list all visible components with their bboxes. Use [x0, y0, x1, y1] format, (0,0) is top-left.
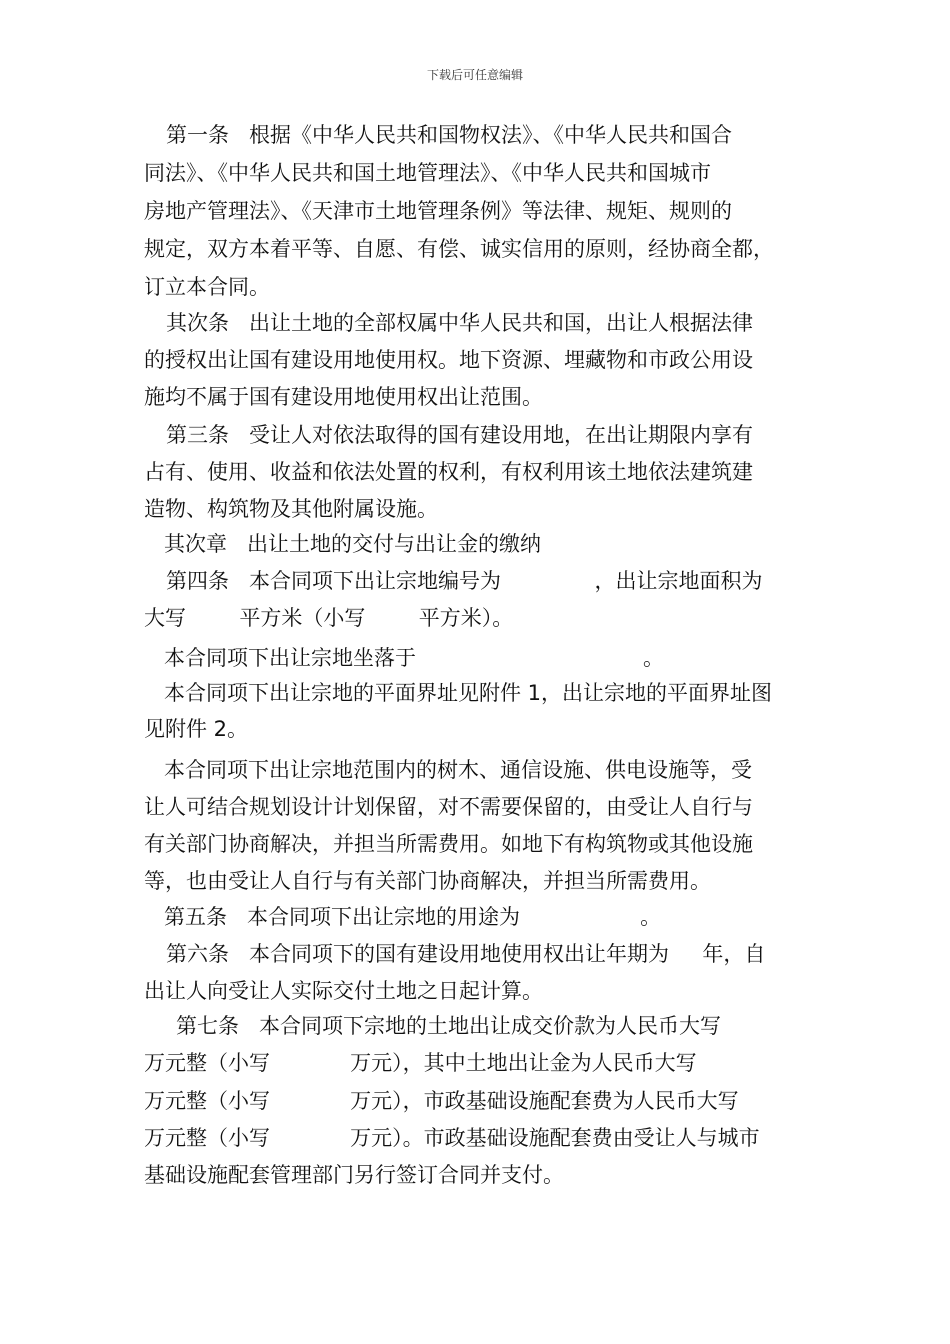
text-line: 第五条 本合同项下出让宗地的用途为 。: [164, 905, 662, 929]
text-line: 施均不属于国有建设用地使用权出让范围。: [144, 385, 543, 409]
text-line: 规定，双方本着平等、自愿、有偿、诚实信用的原则，经协商全都，: [144, 237, 774, 261]
text-line: 第六条 本合同项下的国有建设用地使用权出让年期为 年，自: [166, 942, 766, 966]
text-line: 出让人向受让人实际交付土地之日起计算。: [144, 979, 543, 1003]
text-line: 占有、使用、收益和依法处置的权利，有权利用该土地依法建筑建: [144, 460, 753, 484]
text-line: 本合同项下出让宗地范围内的树木、通信设施、供电设施等，受: [164, 758, 752, 782]
page-header: 下载后可任意编辑: [426, 68, 523, 82]
text-line: 有关部门协商解决，并担当所需费用。如地下有构筑物或其他设施: [144, 832, 753, 856]
text-line: 房地产管理法》、《天津市土地管理条例》等法律、规矩、规则的: [144, 199, 732, 223]
text-line: 大写 平方米（小写 平方米）。: [144, 606, 514, 630]
text-line: 其次条 出让土地的全部权属中华人民共和国，出让人根据法律: [166, 311, 754, 335]
chapter-heading: 其次章 出让土地的交付与出让金的缴纳: [164, 532, 542, 556]
text-line: 基础设施配套管理部门另行签订合同并支付。: [144, 1163, 564, 1187]
text-line: 第七条 本合同项下宗地的土地出让成交价款为人民币大写: [176, 1014, 722, 1038]
text-line: 见附件 2。: [144, 717, 249, 741]
text-line: 的授权出让国有建设用地使用权。地下资源、埋藏物和市政公用设: [144, 348, 753, 372]
text-line: 万元整（小写 万元），市政基础设施配套费为人民币大写: [144, 1089, 739, 1113]
text-line: 等，也由受让人自行与有关部门协商解决，并担当所需费用。: [144, 869, 711, 893]
text-line: 第四条 本合同项下出让宗地编号为 ，出让宗地面积为: [166, 569, 763, 593]
text-line: 本合同项下出让宗地坐落于 。: [164, 646, 664, 670]
text-line: 第三条 受让人对依法取得的国有建设用地，在出让期限内享有: [166, 423, 754, 447]
text-line: 万元整（小写 万元），其中土地出让金为人民币大写: [144, 1051, 697, 1075]
text-line: 订立本合同。: [144, 275, 270, 299]
text-line: 第一条 根据《中华人民共和国物权法》、《中华人民共和国合: [166, 123, 733, 147]
text-line: 本合同项下出让宗地的平面界址见附件 1，出让宗地的平面界址图: [164, 681, 773, 705]
text-line: 同法》、《中华人民共和国土地管理法》、《中华人民共和国城市: [144, 161, 711, 185]
text-line: 造物、构筑物及其他附属设施。: [144, 497, 438, 521]
text-line: 让人可结合规划设计计划保留，对不需要保留的，由受让人自行与: [144, 795, 753, 819]
text-line: 万元整（小写 万元）。市政基础设施配套费由受让人与城市: [144, 1126, 760, 1150]
